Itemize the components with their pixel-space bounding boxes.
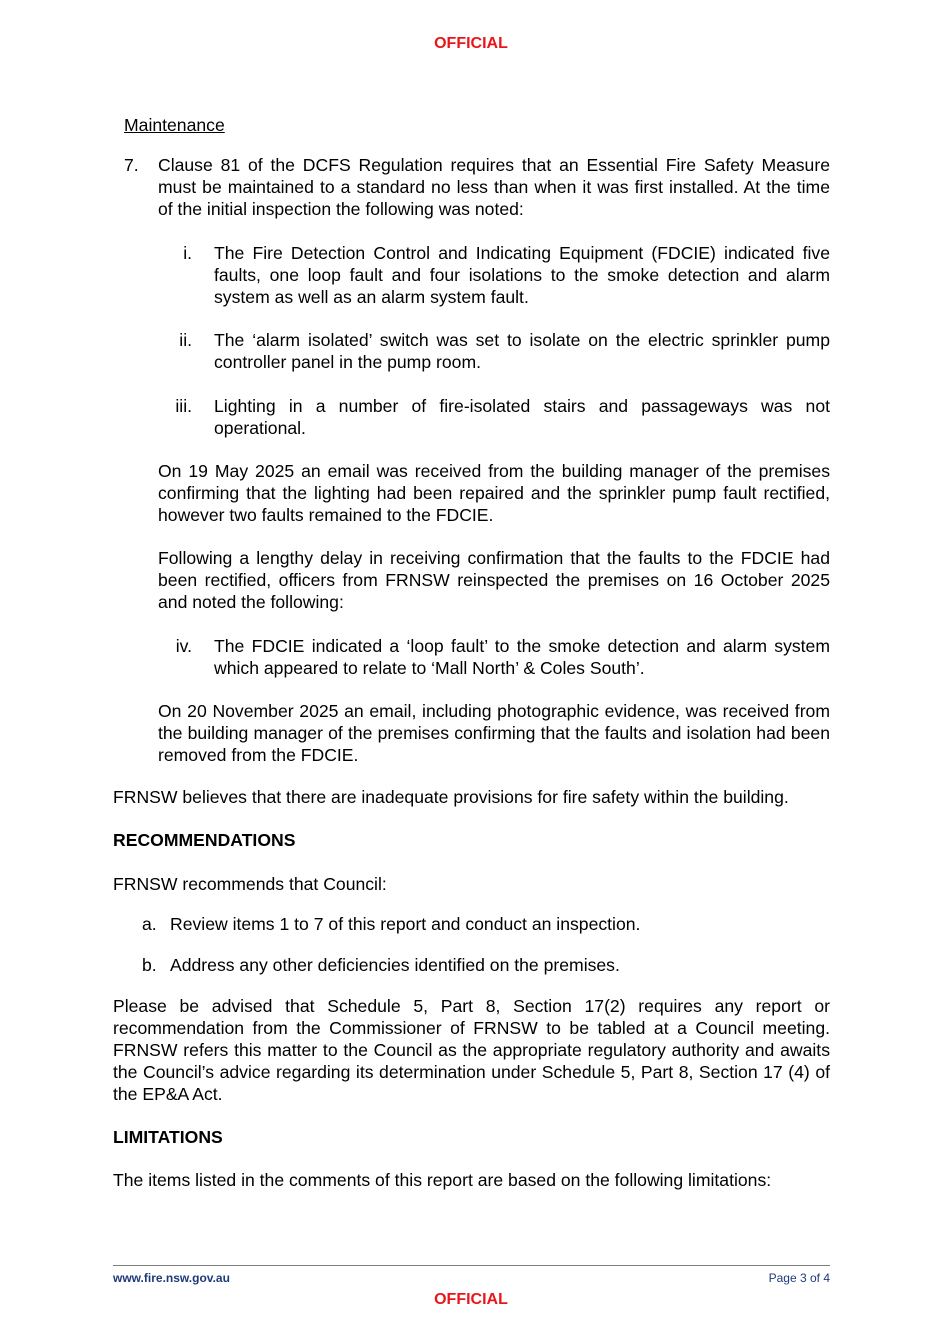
security-marking-bottom: OFFICIAL (434, 1291, 508, 1308)
sub-item-number: ii. (179, 330, 192, 350)
paragraph-november-email: On 20 November 2025 an email, including photographic evidence, was received from the building manager of the premises confirming that the faults and isolation had been removed from the FDCIE. (158, 701, 830, 765)
numbered-item-7 (124, 154, 830, 220)
sub-item-text: The Fire Detection Control and Indicating Equipment (FDCIE) indicated five faults, one loop fault and four isolations to the smoke detection and alarm system as well as an alarm system fault. (214, 243, 830, 307)
sub-item-text: The FDCIE indicated a ‘loop fault’ to the smoke detection and alarm system which appeared to relate to ‘Mall North’ & Coles South’. (214, 636, 830, 678)
paragraph-reinspection: Following a lengthy delay in receiving confirmation that the faults to the FDCIE had been rectified, officers from FRNSW reinspected the premises on 16 October 2025 and noted the following: (158, 548, 830, 612)
sub-item-text: The ‘alarm isolated’ switch was set to isolate on the electric sprinkler pump controller panel in the pump room. (214, 330, 830, 372)
security-marking-top: OFFICIAL (434, 35, 508, 52)
paragraph-inadequate-provisions: FRNSW believes that there are inadequate provisions for fire safety within the building. (113, 787, 789, 807)
item-text: Clause 81 of the DCFS Regulation requires that an Essential Fire Safety Measure must be maintained to a standard no less than when it was first installed. At the time of the initial inspection the following was noted: (158, 155, 830, 219)
sub-item-iii (158, 395, 830, 439)
recommendations-intro: FRNSW recommends that Council: (113, 874, 387, 894)
item-number: 7. (124, 155, 139, 175)
footer-page-number: Page 3 of 4 (768, 1271, 830, 1285)
sub-item-ii (158, 329, 830, 373)
sub-item-number: iii. (175, 396, 192, 416)
paragraph-may-email: On 19 May 2025 an email was received from the building manager of the premises confirming that the lighting had been repaired and the sprinkler pump fault rectified, however two faults remained to the FDCIE. (158, 461, 830, 525)
recommendation-text: Review items 1 to 7 of this report and conduct an inspection. (170, 914, 641, 934)
limitations-intro: The items listed in the comments of this report are based on the following limitations: (113, 1170, 772, 1190)
recommendation-letter: a. (142, 914, 157, 934)
sub-item-text: Lighting in a number of fire-isolated stairs and passageways was not operational. (214, 396, 830, 438)
footer-website-link[interactable]: www.fire.nsw.gov.au (113, 1271, 230, 1285)
sub-item-iv (158, 635, 830, 679)
footer-divider (113, 1265, 830, 1266)
recommendation-item-b (142, 954, 830, 976)
recommendation-letter: b. (142, 955, 157, 975)
limitations-heading: LIMITATIONS (113, 1127, 223, 1147)
sub-item-number: i. (183, 243, 192, 263)
sub-item-i (158, 242, 830, 308)
paragraph-council-advice: Please be advised that Schedule 5, Part 8, Section 17(2) requires any report or recommendation from the Commissioner of FRNSW to be tabled at a Council meeting. FRNSW refers this matter to the Council as the appropriate regulatory authority and awaits the Council’s advice regarding its determination under Schedule 5, Part 8, Section 17 (4) of the EP&A Act. (113, 996, 830, 1104)
recommendation-item-a (142, 913, 830, 935)
section-heading-maintenance: Maintenance (124, 115, 225, 135)
recommendations-heading: RECOMMENDATIONS (113, 830, 296, 850)
recommendation-text: Address any other deficiencies identified on the premises. (170, 955, 620, 975)
sub-item-number: iv. (175, 636, 192, 656)
